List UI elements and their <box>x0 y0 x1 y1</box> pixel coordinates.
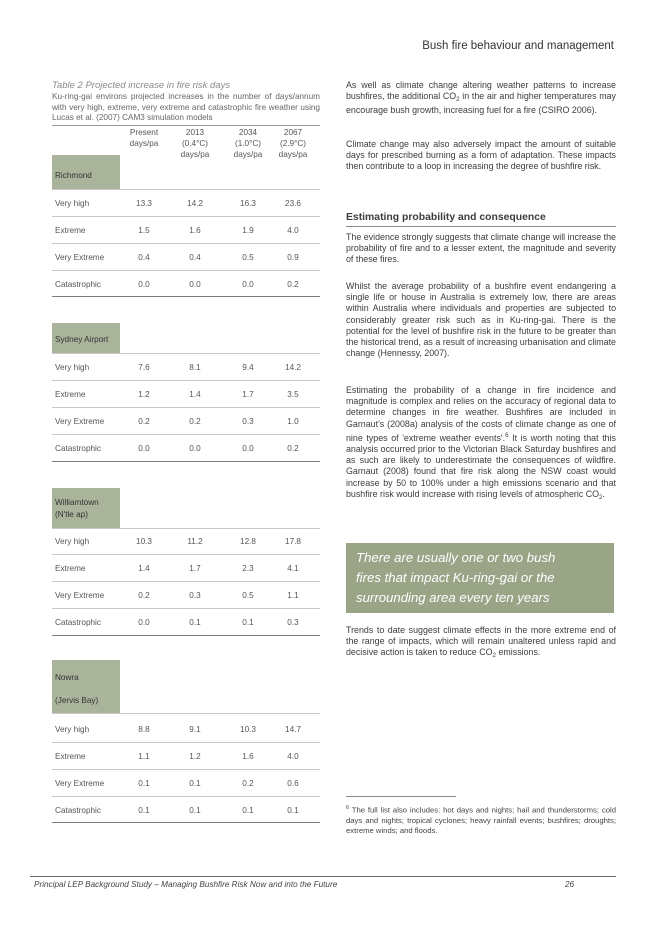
table-cell: 1.1 <box>138 752 150 761</box>
footer-title: Principal LEP Background Study – Managing Bushfire Risk Now and into the Future <box>34 880 338 889</box>
table-cell: 0.3 <box>189 591 201 600</box>
row-label: Extreme <box>55 390 86 399</box>
column-header-line: days/pa <box>233 150 263 159</box>
table-cell: 0.2 <box>287 444 299 453</box>
footnote <box>346 803 616 836</box>
column-header-line: Present <box>129 128 159 137</box>
table-cell: 4.0 <box>287 226 299 235</box>
row-label: Very Extreme <box>55 591 105 600</box>
column-header-line: 2013 <box>185 128 205 137</box>
row-divider <box>52 189 320 190</box>
group-divider <box>52 635 320 636</box>
text-run: in the air and higher temperatures may encourage bush growth, increasing fuel for a fire (CSIRO 2006). <box>346 91 616 116</box>
table-cell: 4.1 <box>287 564 299 573</box>
location-label: Williamtown <box>55 498 99 507</box>
table-caption-description: Ku-ring-gai environs projected increases in the number of days/annum with very high, extreme, very extreme and catastrophic fire weather using Lucas et al. (2007) CAM3 simulation models <box>52 92 320 123</box>
location-cell-nowra <box>52 660 120 713</box>
table-row <box>52 806 320 820</box>
group-divider <box>52 822 320 823</box>
table-cell: 1.2 <box>138 390 150 399</box>
table-cell: 0.2 <box>138 591 150 600</box>
table-cell: 14.2 <box>187 199 203 208</box>
table-cell: 0.2 <box>242 779 254 788</box>
table-cell: 1.5 <box>138 226 150 235</box>
table-row <box>52 618 320 632</box>
row-divider <box>52 243 320 244</box>
location-label: Richmond <box>55 171 92 180</box>
table-cell: 4.0 <box>287 752 299 761</box>
table-cell: 0.4 <box>189 253 201 262</box>
row-divider <box>52 270 320 271</box>
table-cell: 0.0 <box>138 280 150 289</box>
table-cell: 10.3 <box>240 725 256 734</box>
paragraph-evidence: The evidence strongly suggests that climate change will increase the probability of fire and to a lesser extent, the magnitude and severity of these fires. <box>346 232 616 265</box>
row-divider <box>52 353 320 354</box>
row-divider <box>52 581 320 582</box>
location-label: (Jervis Bay) <box>55 696 99 705</box>
table-cell: 1.2 <box>189 752 201 761</box>
table-cell: 16.3 <box>240 199 256 208</box>
row-divider <box>52 216 320 217</box>
section-heading: Estimating probability and consequence <box>346 212 546 223</box>
table-cell: 0.0 <box>242 444 254 453</box>
row-label: Very Extreme <box>55 417 105 426</box>
table-row <box>52 417 320 431</box>
column-header-line: (0.4°C) <box>181 139 209 148</box>
table-row <box>52 564 320 578</box>
group-divider <box>52 296 320 297</box>
row-label: Extreme <box>55 752 86 761</box>
column-header-line: (2.9°C) <box>279 139 307 148</box>
text-run: Estimating the probability of a change in fire incidence and magnitude is complex and relies on the accuracy of regional data to determine changes in fire weather. Bushfires are included in Garnaut's (2008a) analysis of the costs of climate change as one of nine types of 'extreme weather events'. <box>346 385 616 443</box>
table-cell: 0.1 <box>287 806 299 815</box>
table-cell: 0.3 <box>242 417 254 426</box>
table-cell: 0.6 <box>287 779 299 788</box>
table-cell: 14.2 <box>285 363 301 372</box>
text-run: Trends to date suggest climate effects in the more extreme end of the range of impacts, which will remain unaltered unless rapid and decisive action is taken to reduce CO <box>346 625 616 658</box>
pull-quote-line: There are usually one or two bush <box>356 550 556 565</box>
table-row <box>52 280 320 294</box>
column-header-line: days/pa <box>180 150 210 159</box>
column-header-2067 <box>263 127 323 160</box>
table-cell: 0.5 <box>242 591 254 600</box>
table-cell: 11.2 <box>187 537 203 546</box>
paragraph-estimating <box>346 385 616 503</box>
row-divider <box>52 742 320 743</box>
table-cell: 0.2 <box>189 417 201 426</box>
footnote-text: The full list also includes: hot days and nights; hail and thunderstorms; cold days and nights; tropical cyclones; heavy rainfall events; bushfires; droughts; extreme winds; and floods. <box>346 805 616 835</box>
column-header-line: 2067 <box>283 128 303 137</box>
text-run: It is worth noting that this analysis occurred prior to the Victorian Black Saturday bushfires and as such are likely to underestimate the consequences of wildfire. Garnaut (2008) found that fire risk along the NSW coast would increase by 50 to 100% under a high emissions scenario and that bushfire risk would increase with rising levels of atmospheric CO <box>346 432 616 499</box>
text-run: emissions. <box>495 647 541 658</box>
row-label: Catastrophic <box>55 618 101 627</box>
table-cell: 0.0 <box>189 280 201 289</box>
table-cell: 0.0 <box>138 444 150 453</box>
subscript: 2 <box>492 652 496 660</box>
row-divider <box>52 407 320 408</box>
table-cell: 0.1 <box>138 806 150 815</box>
table-row <box>52 591 320 605</box>
table-cell: 10.3 <box>136 537 152 546</box>
pull-quote-line: fires that impact Ku-ring-gai or the <box>356 570 555 585</box>
column-header-line: 2034 <box>238 128 258 137</box>
paragraph-co2-growth <box>346 80 616 117</box>
row-divider <box>52 380 320 381</box>
text-run: As well as climate change altering weather patterns to increase bushfires, the additional CO <box>346 80 616 102</box>
row-divider <box>52 769 320 770</box>
table-cell: 14.7 <box>285 725 301 734</box>
row-label: Very high <box>55 199 90 208</box>
table-cell: 0.2 <box>138 417 150 426</box>
row-label: Catastrophic <box>55 444 101 453</box>
table-row <box>52 199 320 213</box>
table-cell: 1.4 <box>138 564 150 573</box>
table-cell: 0.1 <box>242 806 254 815</box>
section-heading-rule <box>346 226 616 227</box>
table-cell: 1.7 <box>189 564 201 573</box>
table-cell: 0.0 <box>138 618 150 627</box>
table-cell: 8.8 <box>138 725 150 734</box>
table-row <box>52 725 320 739</box>
row-label: Very Extreme <box>55 253 105 262</box>
table-cell: 12.8 <box>240 537 256 546</box>
row-divider <box>52 713 320 714</box>
row-label: Extreme <box>55 226 86 235</box>
table-cell: 23.6 <box>285 199 301 208</box>
row-label: Very high <box>55 725 90 734</box>
table-cell: 0.2 <box>287 280 299 289</box>
table-cell: 7.6 <box>138 363 150 372</box>
table-cell: 9.4 <box>242 363 254 372</box>
table-cell: 1.6 <box>189 226 201 235</box>
group-divider <box>52 461 320 462</box>
row-divider <box>52 434 320 435</box>
table-row <box>52 537 320 551</box>
pull-quote-line: surrounding area every ten years <box>356 590 550 605</box>
table-cell: 0.1 <box>242 618 254 627</box>
pull-quote <box>346 543 614 613</box>
table-cell: 1.7 <box>242 390 254 399</box>
location-label: (N'tle ap) <box>55 510 88 519</box>
running-header: Bush fire behaviour and management <box>422 40 614 52</box>
table-cell: 0.5 <box>242 253 254 262</box>
footnote-number: 6 <box>346 805 349 811</box>
footnote-rule <box>346 796 456 797</box>
table-header-rule <box>52 125 320 126</box>
table-row <box>52 363 320 377</box>
table-cell: 1.1 <box>287 591 299 600</box>
table-cell: 0.3 <box>287 618 299 627</box>
column-header-2013 <box>165 127 225 160</box>
location-cell-williamtown <box>52 488 120 528</box>
table-cell: 0.0 <box>189 444 201 453</box>
table-cell: 1.4 <box>189 390 201 399</box>
location-label: Nowra <box>55 673 79 682</box>
table-cell: 0.0 <box>242 280 254 289</box>
table-row <box>52 779 320 793</box>
table-cell: 0.1 <box>189 806 201 815</box>
table-row <box>52 390 320 404</box>
table-cell: 0.1 <box>189 779 201 788</box>
text-run: . <box>602 488 605 499</box>
table-cell: 1.9 <box>242 226 254 235</box>
row-label: Catastrophic <box>55 280 101 289</box>
row-label: Extreme <box>55 564 86 573</box>
row-label: Very high <box>55 537 90 546</box>
column-header-line: days/pa <box>129 139 159 148</box>
table-cell: 2.3 <box>242 564 254 573</box>
table-row <box>52 226 320 240</box>
table-cell: 13.3 <box>136 199 152 208</box>
footnote-reference: 6 <box>505 431 509 439</box>
paragraph-trends <box>346 625 616 662</box>
row-divider <box>52 554 320 555</box>
table-row <box>52 253 320 267</box>
table-cell: 17.8 <box>285 537 301 546</box>
table-cell: 8.1 <box>189 363 201 372</box>
table-cell: 0.9 <box>287 253 299 262</box>
table-caption-title: Table 2 Projected increase in fire risk days <box>52 80 231 91</box>
row-label: Very Extreme <box>55 779 105 788</box>
row-divider <box>52 796 320 797</box>
subscript: 2 <box>599 493 603 501</box>
table-cell: 0.1 <box>138 779 150 788</box>
column-header-line: (1.0°C) <box>234 139 262 148</box>
row-label: Very high <box>55 363 90 372</box>
footer-rule <box>30 876 616 877</box>
paragraph-prescribed-burning: Climate change may also adversely impact the amount of suitable days for prescribed burning as a form of adaptation. These impacts then contribute to a loop in increasing the degree of bushfire risk. <box>346 139 616 172</box>
table-cell: 1.0 <box>287 417 299 426</box>
row-label: Catastrophic <box>55 806 101 815</box>
table-row <box>52 752 320 766</box>
table-cell: 0.4 <box>138 253 150 262</box>
table-cell: 3.5 <box>287 390 299 399</box>
row-divider <box>52 528 320 529</box>
table-cell: 0.1 <box>189 618 201 627</box>
page-number: 26 <box>565 880 575 889</box>
table-cell: 1.6 <box>242 752 254 761</box>
column-header-line: days/pa <box>278 150 308 159</box>
row-divider <box>52 608 320 609</box>
subscript: 2 <box>456 96 460 104</box>
location-label: Sydney Airport <box>55 335 109 344</box>
table-cell: 9.1 <box>189 725 201 734</box>
paragraph-average-probability: Whilst the average probability of a bushfire event endangering a single life or house in Australia is extremely low, there are areas within Australia where individuals and properties are subjected to considerably greater risk such as in Ku-ring-gai. There is the potential for the level of bushfire risk in the future to be greater than the historical trend, as a result of increasing urbanisation and climate change (Hennessy, 2007). <box>346 281 616 359</box>
table-row <box>52 444 320 458</box>
